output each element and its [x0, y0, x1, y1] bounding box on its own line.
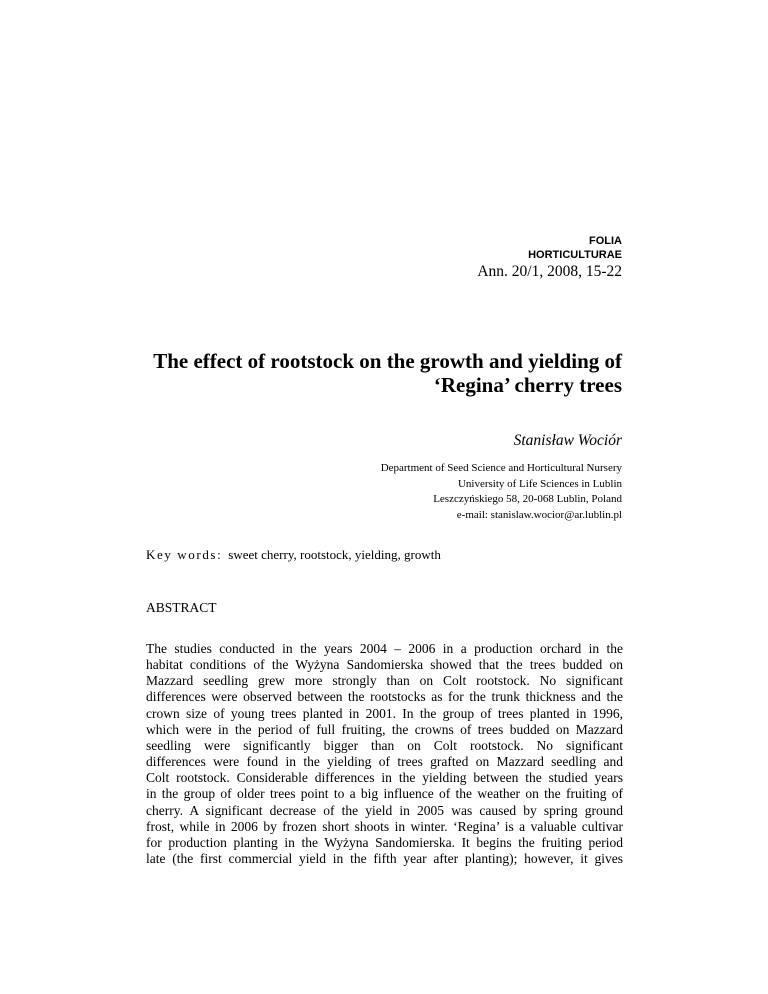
article-title-line1: The effect of rootstock on the growth and yielding of [153, 349, 622, 373]
abstract-line: habitat conditions of the Wyżyna Sandomierska showed that the trees budded on [146, 657, 623, 673]
affiliation-university: University of Life Sciences in Lublin [457, 477, 622, 490]
keywords-value: sweet cherry, rootstock, yielding, growth [228, 547, 441, 562]
affiliation-department: Department of Seed Science and Horticultural Nursery [380, 462, 622, 474]
affiliation-email: e-mail: stanislaw.wocior@ar.lublin.pl [456, 508, 622, 521]
abstract-line: frost, while in 2006 by frozen short shoots in winter. ‘Regina’ is a valuable cultivar [146, 818, 623, 834]
journal-name-line2: HORTICULTURAE [528, 249, 622, 261]
keywords-label: Key words: [146, 547, 223, 562]
abstract-line: for production planting in the Wyżyna Sandomierska. It begins the fruiting period [146, 834, 623, 850]
article-title-line2: ‘Regina’ cherry trees [433, 373, 622, 397]
abstract-line: in the group of older trees point to a big influence of the weather on the fruiting of [146, 786, 623, 802]
journal-header [477, 234, 622, 281]
abstract-line: differences were found in the yielding of trees grafted on Mazzard seedling and [146, 754, 623, 770]
abstract-line: late (the first commercial yield in the fifth year after planting); however, it gives [146, 851, 623, 867]
abstract-line: The studies conducted in the years 2004 – 2006 in a production orchard in the [146, 641, 623, 656]
abstract-line: Mazzard seedling grew more strongly than on Colt rootstock. No significant [146, 673, 623, 689]
abstract-line: seedling were significantly bigger than on Colt rootstock. No significant [146, 737, 623, 753]
journal-citation: Ann. 20/1, 2008, 15-22 [477, 263, 622, 280]
abstract-line: cherry. A significant decrease of the yield in 2005 was caused by spring ground [146, 802, 623, 818]
abstract-line: Colt rootstock. Considerable differences in the yielding between the studied years [146, 770, 623, 786]
abstract-line: which were in the period of full fruiting, the crowns of trees budded on Mazzard [146, 721, 623, 737]
journal-name-line1: FOLIA [589, 235, 622, 247]
keywords [146, 547, 441, 563]
article-title [102, 349, 622, 397]
abstract-heading: ABSTRACT [146, 600, 217, 615]
abstract-line: differences were observed between the rootstocks as for the trunk thickness and the [146, 689, 623, 705]
author-affiliation [381, 461, 622, 523]
affiliation-address: Leszczyńskiego 58, 20-068 Lublin, Poland [433, 493, 622, 505]
abstract-text [146, 641, 623, 867]
author-name: Stanisław Wociór [513, 432, 622, 449]
abstract-line: crown size of young trees planted in 2001. In the group of trees planted in 1996, [146, 705, 623, 721]
